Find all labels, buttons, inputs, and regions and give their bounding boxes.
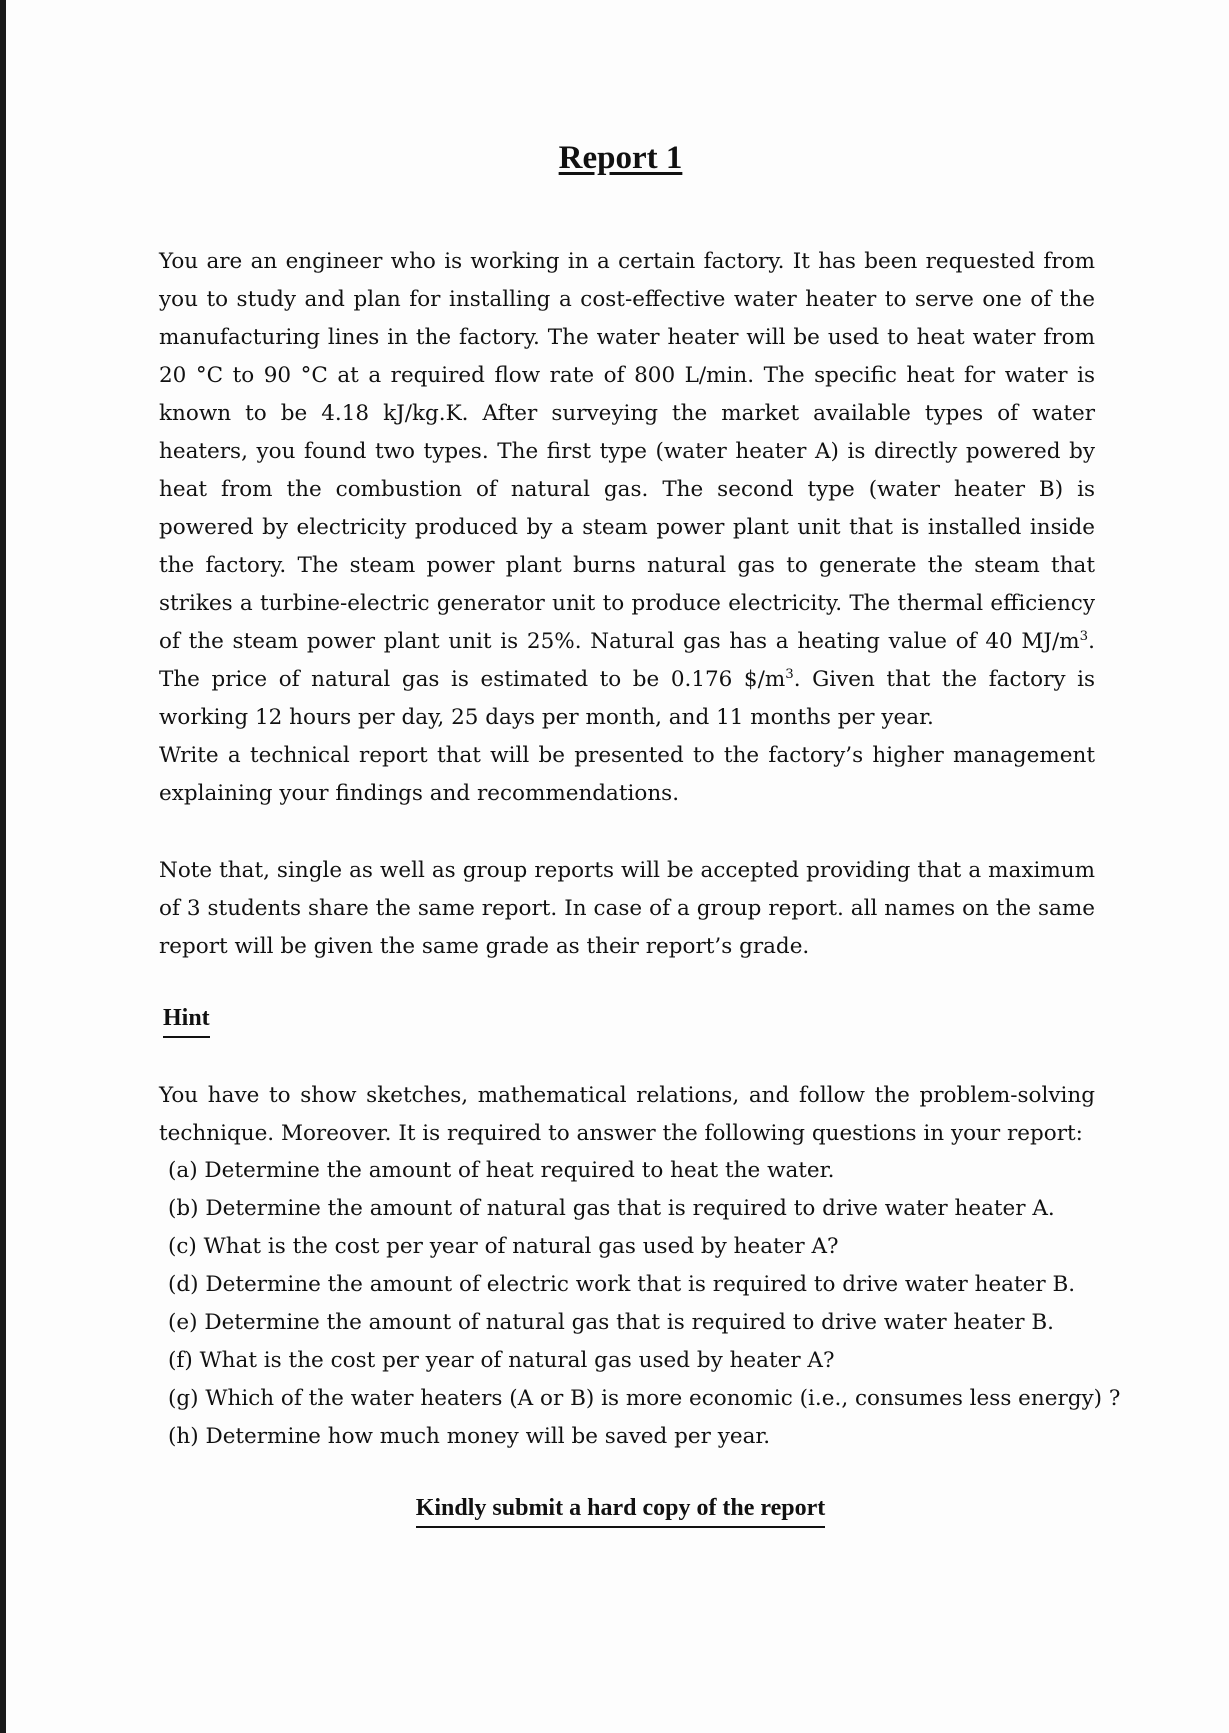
question-item: (h) Determine how much money will be saved per year. [168, 1424, 771, 1449]
question-item: (f) What is the cost per year of natural gas used by heater A? [168, 1348, 835, 1373]
hint-heading: Hint [163, 1005, 210, 1038]
question-item: (d) Determine the amount of electric work that is required to drive water heater B. [168, 1272, 1076, 1297]
question-item: (a) Determine the amount of heat required to heat the water. [168, 1158, 835, 1183]
problem-statement-paragraph [159, 243, 1095, 737]
task-paragraph: Write a technical report that will be presented to the factory’s higher management explaining your findings and recommendations. [159, 743, 1095, 806]
exponent-1: 3 [1079, 628, 1089, 644]
problem-statement-text-1: You are an engineer who is working in a certain factory. It has been requested from you to study and plan for installing a cost-effective water heater to serve one of the manufacturing lines in the factory. The water heater will be used to heat water from 20 °C to 90 °C at a required flow rate of 800 L/min. The specific heat for water is known to be 4.18 kJ/kg.K. After surveying the market available types of water heaters, you found two types. The first type (water heater A) is directly powered by heat from the combustion of natural gas. The second type (water heater B) is powered by electricity produced by a steam power plant unit that is installed inside the factory. The steam power plant burns natural gas to generate the steam that strikes a turbine-electric generator unit to produce electricity. The thermal efficiency of the steam power plant unit is 25%. Natural gas has a heating value of 40 MJ/m [159, 249, 1095, 654]
exponent-2: 3 [785, 666, 794, 682]
question-item: (e) Determine the amount of natural gas that is required to drive water heater B. [168, 1310, 1054, 1335]
question-item: (c) What is the cost per year of natural gas used by heater A? [168, 1234, 839, 1259]
footer-note [6, 1495, 1229, 1528]
report-title: Report 1 [558, 140, 683, 176]
hint-paragraph: You have to show sketches, mathematical relations, and follow the problem-solving technique. Moreover. It is required to answer the following questions in your report: [159, 1083, 1095, 1146]
question-item: (g) Which of the water heaters (A or B) is more economic (i.e., consumes less energy) ? [168, 1386, 1121, 1411]
problem-statement-text-3: . Given that the factory is working 12 hours per day, 25 days per month, and 11 months per year. [159, 667, 1095, 730]
note-paragraph: Note that, single as well as group reports will be accepted providing that a maximum of 3 students share the same report. In case of a group report. all names on the same report will be given the same grade as their report’s grade. [159, 858, 1095, 959]
footer-text: Kindly submit a hard copy of the report [416, 1495, 826, 1528]
problem-statement-text-2: . The price of natural gas is estimated to be 0.176 $/m [159, 629, 1095, 692]
question-item: (b) Determine the amount of natural gas that is required to drive water heater A. [168, 1196, 1055, 1221]
question-list [168, 1152, 1120, 1456]
